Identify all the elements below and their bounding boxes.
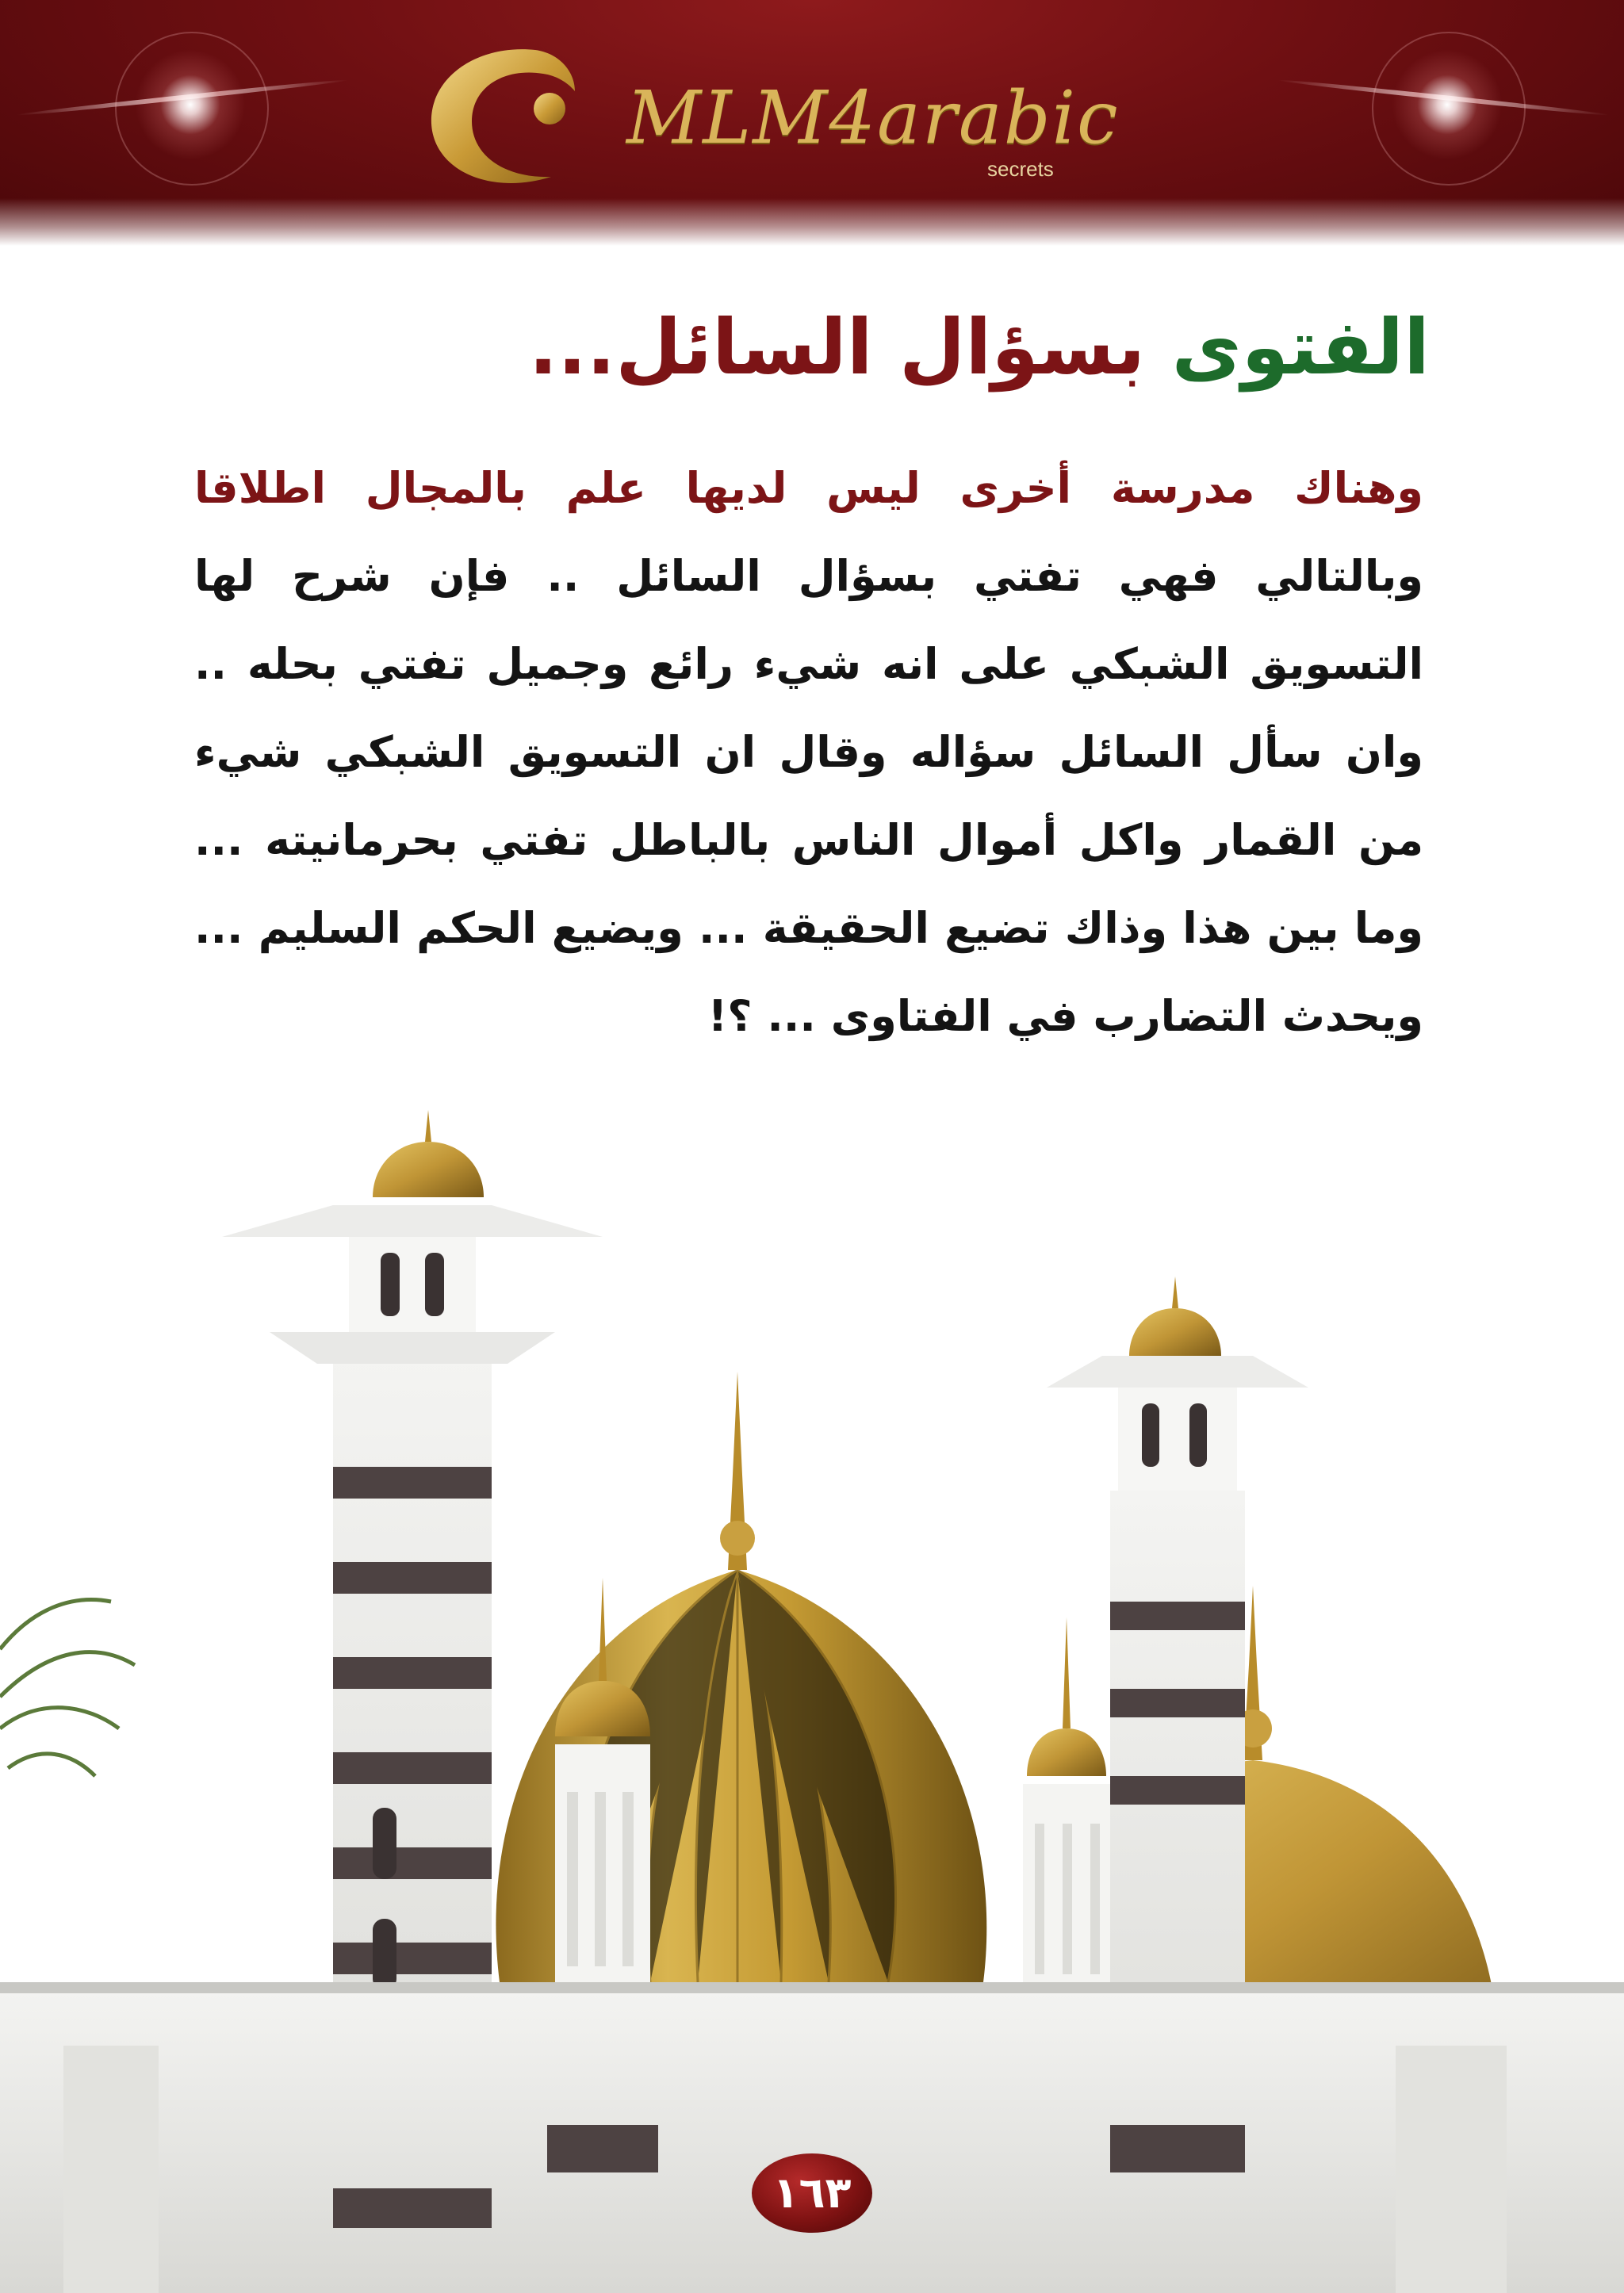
body-paragraph <box>194 444 1423 1060</box>
sparkle-icon <box>135 49 246 160</box>
body-highlight: وهناك مدرسة أخرى ليس لديها علم بالمجال اطلاقا <box>194 463 1423 513</box>
page-title <box>529 300 1430 395</box>
crescent-logo-icon <box>416 36 599 194</box>
mosque-illustration <box>0 1094 1624 2293</box>
title-part-red: بسؤال السائل... <box>528 303 1146 392</box>
mosque-base <box>0 1982 1624 2293</box>
brand-tagline: secrets <box>987 157 1054 181</box>
page-number: ١٦٣ <box>752 2153 872 2233</box>
body-text: وبالتالي فهي تفتي بسؤال السائل .. فإن شرح لها التسويق الشبكي على انه شيء رائع وجميل تفتي بحله .. وان سأل السائل سؤاله وقال ان التسويق الشبكي شيء من القمار واكل أموال الناس بالباطل تفتي بحرمانيته ... وما بين هذا وذاك تضيع الحقيقة ... ويضيع الحكم السليم ... ويحدث التضارب في الفتاوى ... ؟! <box>194 551 1423 1041</box>
palm-tree-icon <box>0 1600 135 1777</box>
brand-name: MLM4arabic <box>626 75 1120 160</box>
header-fade <box>0 198 1624 246</box>
sparkle-icon <box>1392 49 1503 160</box>
header-banner <box>0 0 1624 246</box>
title-part-green: الفتوى <box>1171 303 1430 392</box>
small-minaret <box>1023 1617 1110 1990</box>
